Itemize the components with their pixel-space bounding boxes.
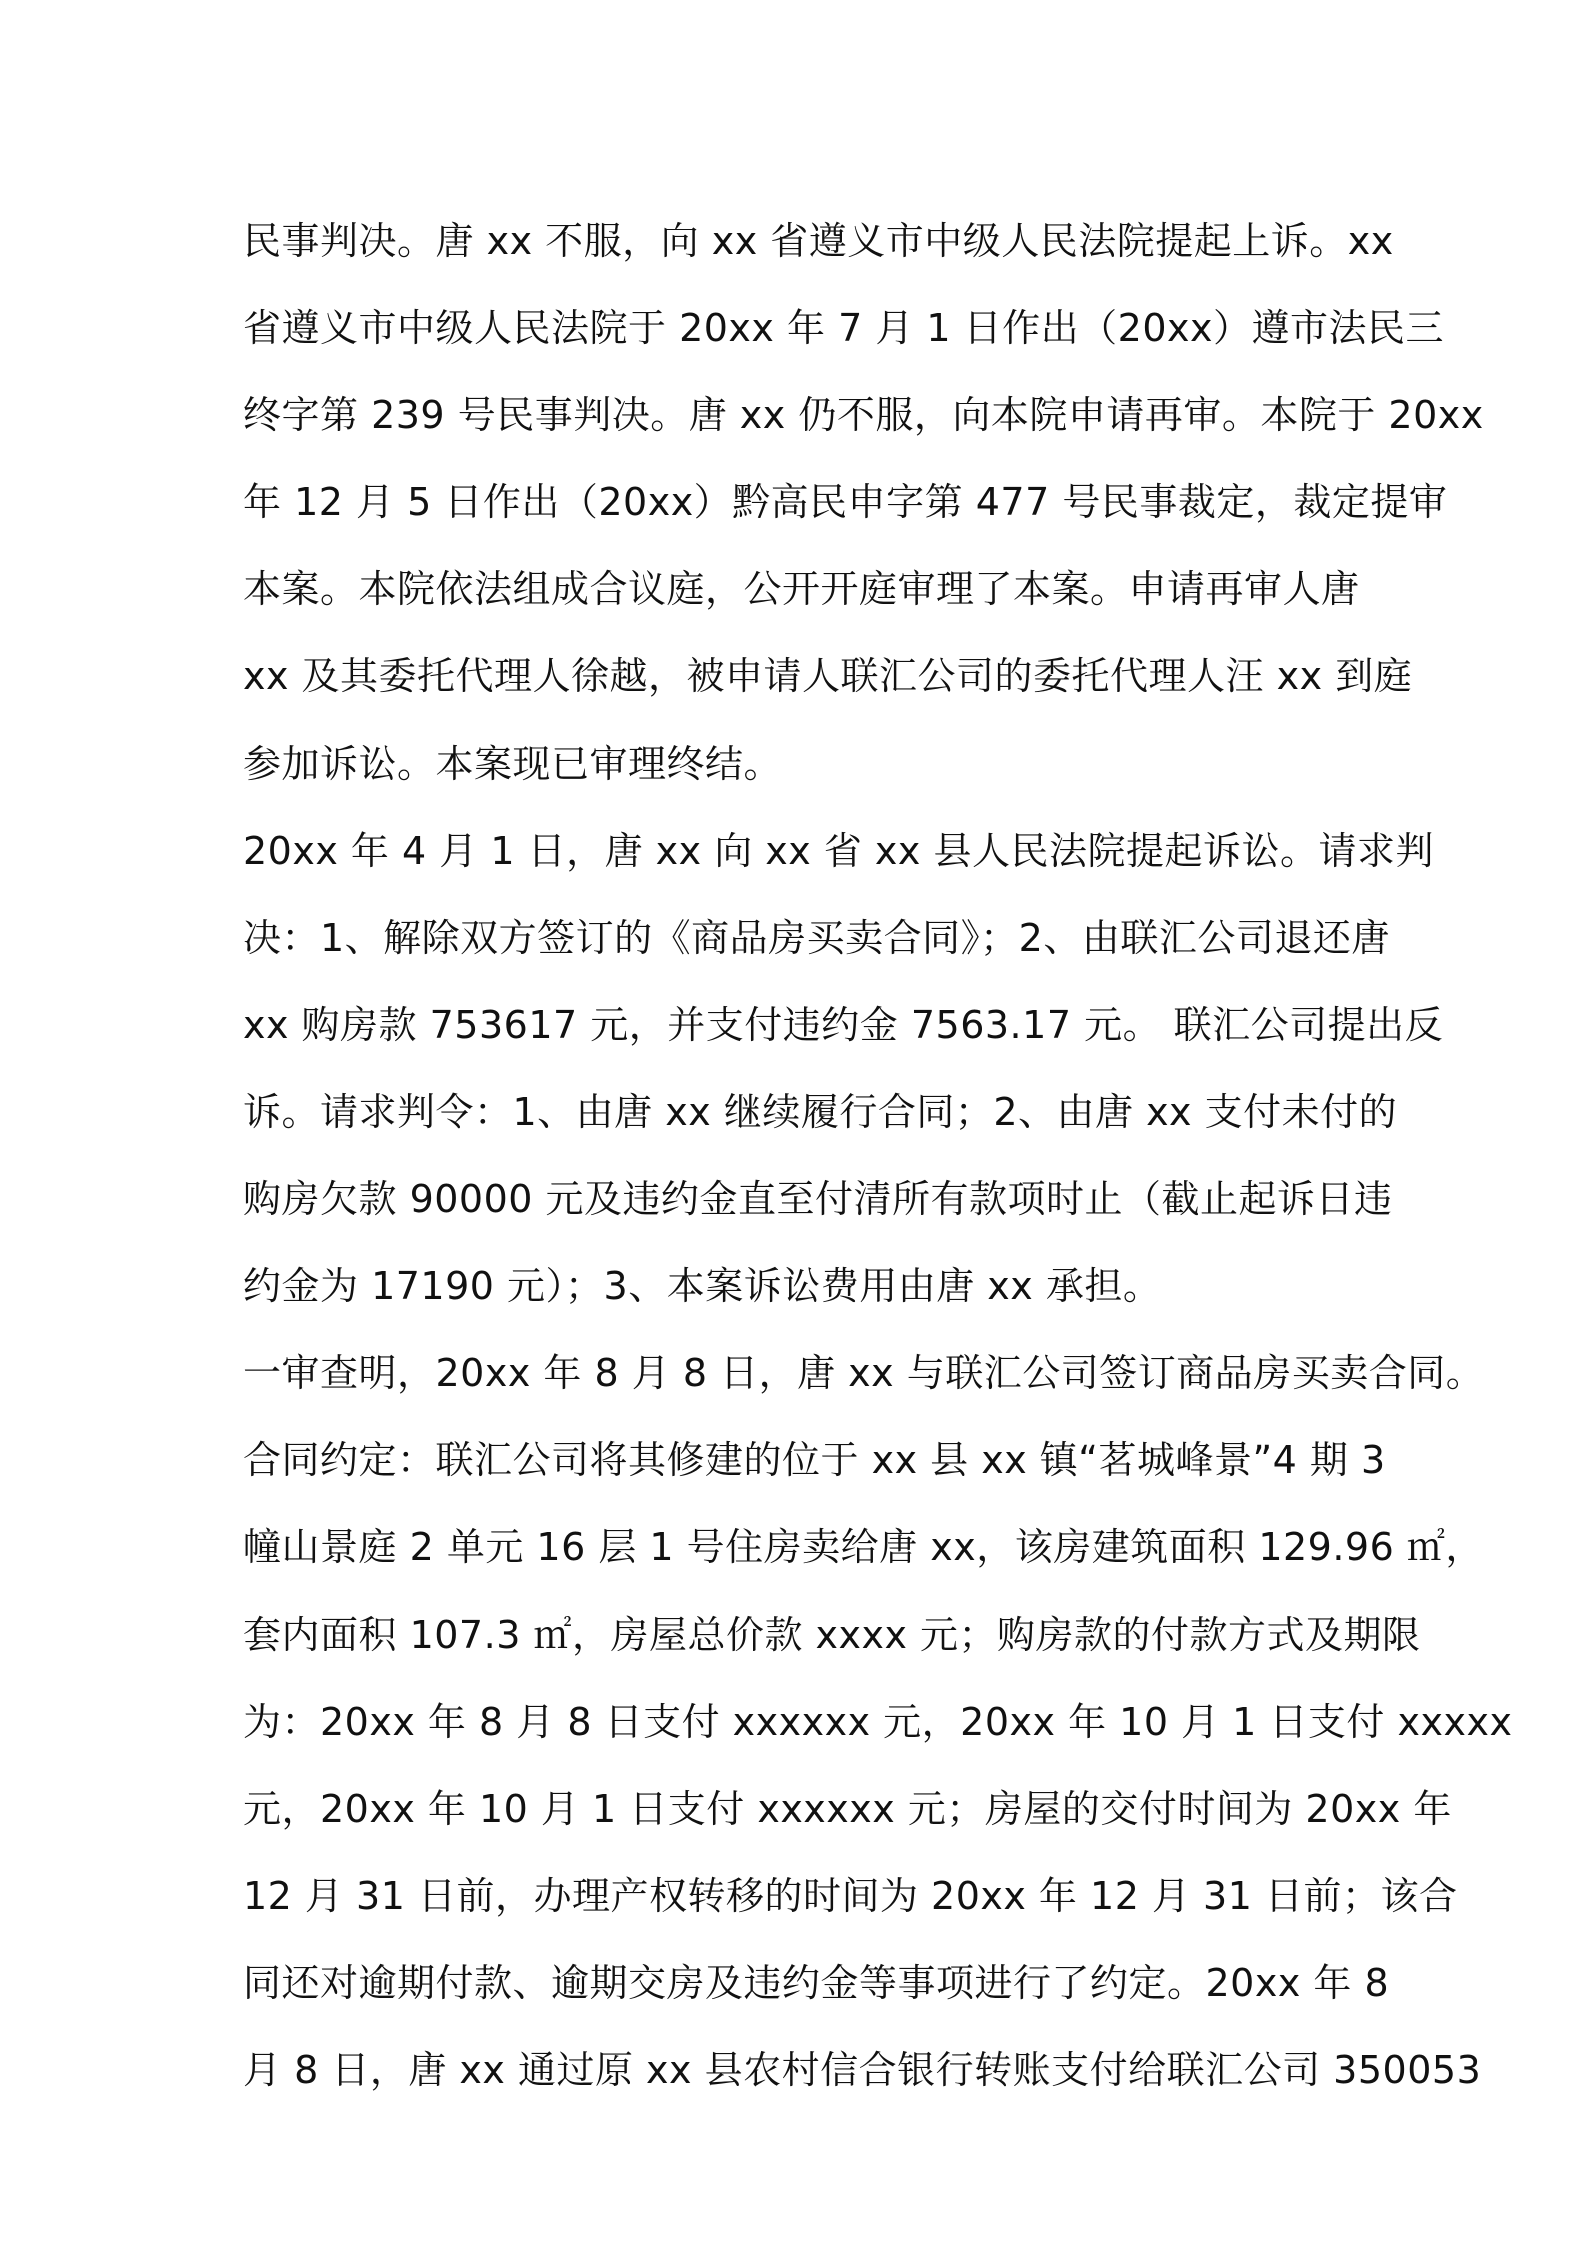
text-line: 年 12 月 5 日作出（20xx）黔高民申字第 477 号民事裁定，裁定提审: [243, 480, 1448, 525]
text-line: 诉。请求判令：1、由唐 xx 继续履行合同；2、由唐 xx 支付未付的: [243, 1089, 1398, 1134]
text-line: 幢山景庭 2 单元 16 层 1 号住房卖给唐 xx，该房建筑面积 129.96 ㎡，: [243, 1525, 1484, 1570]
text-line: 元，20xx 年 10 月 1 日支付 xxxxxx 元；房屋的交付时间为 20xx 年: [243, 1786, 1452, 1831]
text-line: 套内面积 107.3 ㎡，房屋总价款 xxxx 元；购房款的付款方式及期限: [243, 1612, 1421, 1657]
text-line: 为：20xx 年 8 月 8 日支付 xxxxxx 元，20xx 年 10 月 1 日支付 xxxxx: [243, 1699, 1513, 1744]
text-line: 12 月 31 日前，办理产权转移的时间为 20xx 年 12 月 31 日前；该合: [243, 1873, 1458, 1918]
text-line: 参加诉讼。本案现已审理终结。: [243, 741, 783, 786]
text-line: 约金为 17190 元）；3、本案诉讼费用由唐 xx 承担。: [243, 1264, 1162, 1309]
text-line: 民事判决。唐 xx 不服，向 xx 省遵义市中级人民法院提起上诉。xx: [243, 219, 1394, 263]
text-line: xx 购房款 753617 元，并支付违约金 7563.17 元。 联汇公司提出反: [243, 1002, 1444, 1047]
text-line: xx 及其委托代理人徐越，被申请人联汇公司的委托代理人汪 xx 到庭: [243, 654, 1413, 699]
text-line: 一审查明，20xx 年 8 月 8 日，唐 xx 与联汇公司签订商品房买卖合同。: [243, 1351, 1485, 1396]
text-line: 同还对逾期付款、逾期交房及违约金等事项进行了约定。20xx 年 8: [243, 1960, 1390, 2005]
text-line: 决：1、解除双方签订的《商品房买卖合同》；2、由联汇公司退还唐: [243, 915, 1390, 960]
text-line: 终字第 239 号民事判决。唐 xx 仍不服，向本院申请再审。本院于 20xx: [243, 393, 1484, 438]
text-line: 购房欠款 90000 元及违约金直至付清所有款项时止（截止起诉日违: [243, 1177, 1393, 1222]
text-line: 省遵义市中级人民法院于 20xx 年 7 月 1 日作出（20xx）遵市法民三: [243, 306, 1444, 351]
text-line: 合同约定：联汇公司将其修建的位于 xx 县 xx 镇“茗城峰景”4 期 3: [243, 1438, 1386, 1483]
text-line: 20xx 年 4 月 1 日，唐 xx 向 xx 省 xx 县人民法院提起诉讼。请求判: [243, 828, 1434, 873]
document-body: [243, 198, 1513, 2114]
text-line: 月 8 日，唐 xx 通过原 xx 县农村信合银行转账支付给联汇公司 350053: [243, 2047, 1482, 2092]
text-line: 本案。本院依法组成合议庭，公开开庭审理了本案。申请再审人唐: [243, 567, 1360, 612]
